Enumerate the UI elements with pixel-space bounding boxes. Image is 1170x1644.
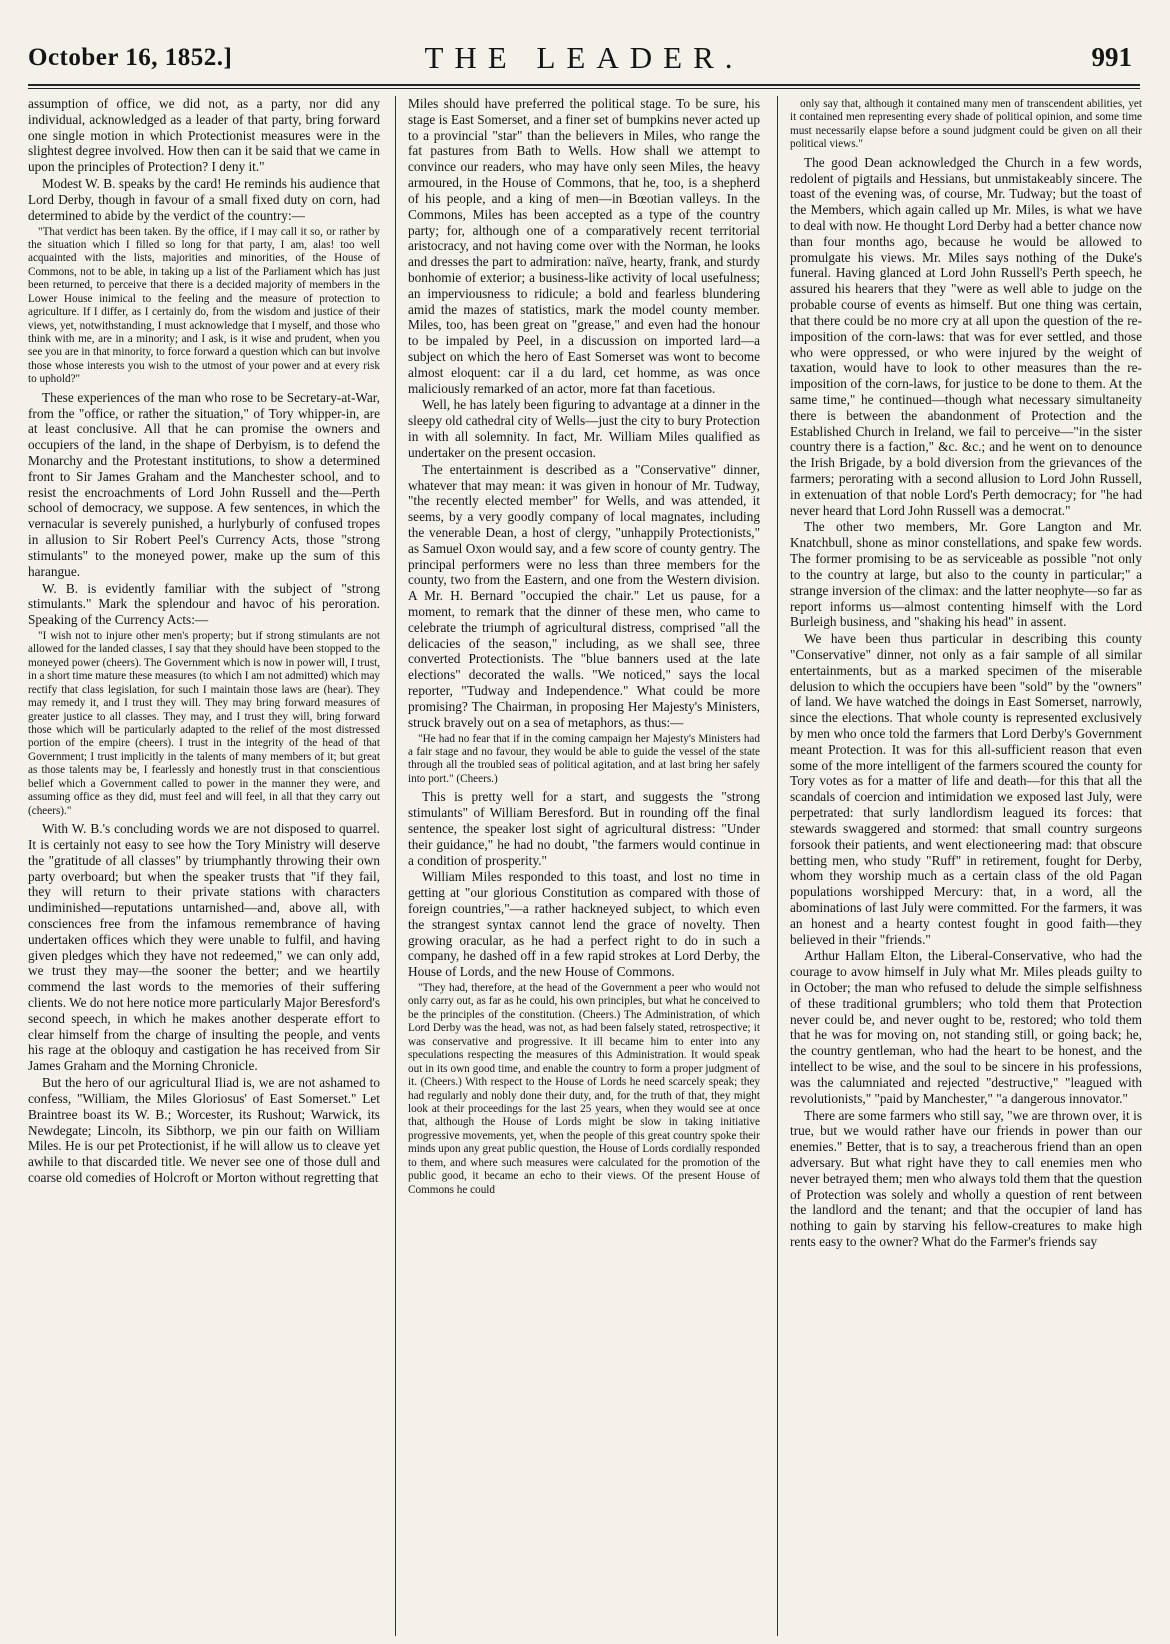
quoted-passage: "He had no fear that if in the coming campaign her Majesty's Ministers had a fair stage and no favour, they would be able to guide the vessel of the state through all the troubled seas of political agitation, and at last bring her safely into port." (Cheers.): [408, 732, 760, 785]
quoted-passage: "That verdict has been taken. By the office, if I may call it so, or rather by the situation which I filled so long for that party, I am, alas! too well acquainted with the lists, majorities and minorities, of the House of Commons, not to be able, in taking up a list of the Parliament which has just been returned, to perceive that there is a decided majority of members in the Lower House inimical to the feeling and the measure of protection to agriculture. If I differ, as I certainly do, from the wisdom and justice of their views, yet, notwithstanding, I must acknowledge that I myself, and those who think with me, are in a minority; and I ask, is it wise and prudent, when you see you are in that minority, to force forward a question which can but involve those whose interests you wish to the utmost of your power and at every risk to uphold?": [28, 225, 380, 386]
quoted-passage: "I wish not to injure other men's property; but if strong stimulants are not allowed for the landed classes, I say that they should have been stopped to the moneyed power (cheers). The Government which is now in power will, I trust, in a short time mature these measures (to which I am not admitted) which may rectify that class legislation, for such I maintain those laws are (hear). They may remedy it, and I trust they will. They may bring forward measures of greater justice to all classes. They may, and I trust they will, bring forward those which will be particularly adapted to the relief of the most distressed portion of the empire (cheers). I trust in the integrity of the head of that Government; I trust implicitly in the talents of many members of it; but great as those talents may be, I fearlessly and honestly trust in that conscientious belief which a Government called to power in the manner they were, and assuming office as they did, must feel and will feel, in all that they carry out (cheers).": [28, 629, 380, 817]
article-paragraph: The entertainment is described as a "Conservative" dinner, whatever that may mean: it was given in honour of Mr. Tudway, "the recently elected member" for Wells, and was attended, it seems, by a very goodly company of local magnates, including the venerable Dean, a host of clergy, "unhappily Protectionists," as Samuel Oxon would say, and a few score of county gentry. The principal performers were no less than three members for the county, two from the Eastern, and one from the Western division. A Mr. H. Bernard "occupied the chair." Let us pause, for a moment, to remark that the dinner of these men, who came to celebrate the triumph of agricultural distress, comprised "all the delicacies of the season," including, as we shall see, three converted Protectionists. The "blue banners used at the late elections" decorated the walls. "We noticed," says the local reporter, "Tudway and Independence." What could be more promising? The Chairman, in proposing Her Majesty's Ministers, struck bravely out on a sea of metaphors, as thus:—: [408, 461, 760, 730]
article-paragraph: Miles should have preferred the political stage. To be sure, his stage is East Somerset, and a finer set of bumpkins never acted up to a provincial "star" than the believers in Miles, who range the fat pastures from Bath to Wells. How shall we attempt to convince our readers, who may have only seen Miles, the heavy armoured, in the House of Commons, that he, too, is a shepherd of his people, and a king of men—in Bœotian valleys. In the Commons, Miles has been accepted as a type of the country party; for, although one of a comparatively recent territorial aristocracy, and not having come over with the Norman, he looks and dresses the part to admiration: naïve, hearty, frank, and sturdy bonhomie of exterior; a business-like activity of local usefulness; an imperviousness to ridicule; a bold and fearless blundering amid the mazes of statistics, mark the model county member. Miles, too, has been great on "grease," and even had the honour to be impaled by Peel, in a discussion on imported lard—a subject on which the hero of East Somerset was wont to become almost eloquent: car il a du lard, cet homme, as was once maliciously remarked of an actor, more fat than facetious.: [408, 96, 760, 396]
issue-date: October 16, 1852.]: [28, 44, 233, 71]
article-paragraph: The other two members, Mr. Gore Langton and Mr. Knatchbull, shone as minor constellations, and spake few words. The former promising to be as serviceable as possible "not only to the country at large, but also to the county in particular;" a strange inversion of the climax: and the latter neophyte—so far as report informs us—almost contenting himself with the Lord Burleigh business, and "shaking his head" in assent.: [790, 519, 1142, 630]
quoted-passage: "They had, therefore, at the head of the Government a peer who would not only carry out, as far as he could, his own principles, but what he conceived to be the principles of the constitution. (Cheers.) The Administration, of which Lord Derby was the head, was not, as had been falsely stated, retrospective; it was conservative and progressive. It ill became him to enter into any speculations respecting the measures of this Administration. It would speak out in its own good time, and enable the country to form a proper judgment of it. (Cheers.) With respect to the House of Lords he need scarcely speak; they had regularly and nobly done their duty, and, for the truth of that, they might look at their proceedings for the last 25 years, when they would see at once that, although the House of Lords might be slow in taking initiative progressive movements, yet, when the people of this great country spoke their minds upon any great public question, the House of Lords cordially responded to them, and where such measures were calculated for the promotion of the public good, it became an echo to their views. Of the present House of Commons he could: [408, 982, 760, 1196]
article-paragraph: There are some farmers who still say, "we are thrown over, it is true, but we would rather have our friends in power than our enemies." Better, that is to say, a treacherous friend than an open adversary. But what right have they to call enemies men who never betrayed them; men who always told them that the question of Protection was solely and wholly a question of rent between the landlord and the tenant; and that the occupier of land has nothing to gain by starving his fellow-creatures to make high rents easy to the owner? What do the Farmer's friends say: [790, 1107, 1142, 1249]
column-divider: [777, 96, 778, 1636]
quoted-passage: only say that, although it contained many men of transcendent abilities, yet it contained men representing every shade of political opinion, and some time must necessarily elapse before a sound judgment could be given on all their political views.": [790, 98, 1142, 151]
article-paragraph: The good Dean acknowledged the Church in a few words, redolent of pigtails and Hessians, but unmistakeably sincere. The toast of the evening was, of course, Mr. Tudway; but the toast of the Members, which again called up Mr. Miles, is what we have to deal with now. He thought Lord Derby had a better chance now than four months ago, because he would be allowed to promulgate his views. Mr. Miles says nothing of the Duke's funeral. Having glanced at Lord John Russell's Perth speech, he assured his hearers that they "were as well able to judge on the probable course of events as himself. But one thing was certain, that there could be no more cry at all upon the question of the re-imposition of the corn-laws: that was for ever settled, and those who were oppressed, or who were injured by the weight of taxation, would have to look to other measures than the re-imposition of the corn-laws, for justice to be done to them. At the same time," he continued—though what necessary simultaneity there is between the abandonment of Protection and the Established Church in Ireland, we fail to perceive—"in the sister country there is a faction," &c. &c.; and he went on to denounce the Irish Brigade, by a bold diversion from the grievances of the farmers; perorating with a second allusion to Lord John Russell, in extenuation of that noble Lord's Perth democracy; for "he had never heard that Lord John Russell was a democrat.": [790, 154, 1142, 518]
column-3: [790, 96, 1142, 1636]
article-paragraph: But the hero of our agricultural Iliad is, we are not ashamed to confess, "William, the Miles Gloriosus' of East Somerset." Let Braintree boast its W. B.; Worcester, its Rushout; Warwick, its Newdegate; Lincoln, its Sibthorp, we pin our faith on William Miles. He is our pet Protectionist, if he will allow us to cleave yet awhile to that discarded title. We never see one of those dull and coarse old comedies of Holcroft or Morton without regretting that: [28, 1075, 380, 1185]
article-paragraph: We have been thus particular in describing this county "Conservative" dinner, not only as a fair sample of all similar entertainments, but as a marked specimen of the miserable delusion to which the occupiers have been "sold" by the "owners" of land. We have watched the doings in East Somerset, narrowly, since the elections. That whole county is represented exclusively by men who once told the farmers that Lord Derby's Government meant Protection. It was for this all-sufficient reason that even some of the more intelligent of the farmers scoured the county for Tory votes as for a matter of life and death—for this that all the scandals of coercion and intimidation we exposed last July, were perpetrated: that surly landlordism leagued its forces: that stewards swaggered and stormed: that small country surgeons forsook their patients, and went electioneering mad: that obscure betting men, who study "Ruff" in retirement, fought for Derby, whom they worship much as a certain class of the old Pagan populations worshipped Mercury: that, in a word, all the abominations of last July were committed. For the farmers, it was an honest and a hearty contest fought in good faith—they believed in their "friends.": [790, 631, 1142, 947]
newspaper-title: THE LEADER.: [424, 40, 744, 75]
article-paragraph: These experiences of the man who rose to be Secretary-at-War, from the "office, or rather the situation," of Tory whipper-in, are at least conclusive. All that he can promise the owners and occupiers of the land, in the shape of Derbyism, is to defend the Monarchy and the Protestant institutions, to show a determined front to Sir James Graham and the Manchester school, and to resist the encroachments of Lord John Russell and the—Perth school of democracy, we suppose. A few sentences, in which the vernacular is severely punished, a hurlyburly of confused tropes in allusion to Sir Robert Peel's Currency Acts, those "strong stimulants" to the moneyed power, make up the sum of this harangue.: [28, 389, 380, 579]
page-header: [28, 38, 1140, 74]
header-rule: [28, 84, 1140, 89]
article-paragraph: Well, he has lately been figuring to advantage at a dinner in the sleepy old cathedral city of Wells—just the city to bury Protection in with all solemnity. In fact, Mr. William Miles qualified as undertaker on the present occasion.: [408, 397, 760, 460]
article-paragraph: Arthur Hallam Elton, the Liberal-Conservative, who had the courage to avow himself in July what Mr. Miles pleads guilty to in October; the man who refused to delude the simple selfishness of these traditional grumblers; who told them that Protection never could be, and never ought to be, restored; who told them that he was for moving on, not standing still, or going back; he, the country gentleman, who had the heart to be honest, and the intellect to be wise, and the soul to be sincere in his professions, was the calumniated and rejected "destructive," "leagued with revolutionists," "paid by Manchester," "a dangerous innovator.": [790, 948, 1142, 1106]
article-paragraph: This is pretty well for a start, and suggests the "strong stimulants" of William Beresford. But in rounding off the final sentence, the speaker lost sight of agricultural distress: "Under their guidance," he had no doubt, "the farmers would continue in a condition of prosperity.": [408, 789, 760, 868]
article-paragraph: William Miles responded to this toast, and lost no time in getting at "our glorious Constitution as compared with those of foreign countries,"—a rather hackneyed subject, to which even the strangest syntax cannot lend the grace of novelty. Then growing oracular, as he had a perfect right to do in such a company, he dashed off in a few rapid strokes at Lord Derby, the House of Lords, and the new House of Commons.: [408, 869, 760, 980]
article-paragraph: With W. B.'s concluding words we are not disposed to quarrel. It is certainly not easy to see how the Tory Ministry will deserve the "gratitude of all classes" by triumphantly throwing their own party overboard; but when the speaker trusts that "if they fail, they will return to their private stations with characters undiminished—reputations untarnished—and, above all, with consciences free from the infamous remembrance of having undertaken offices which they were unable to fulfil, and having given pledges which they have not redeemed," we can only add, we trust they may—the sooner the better; and we heartily commend the last words to the memories of their suffering clients. We do not here notice more particularly Major Beresford's second speech, in which he makes another desperate effort to clear himself from the charge of insulting the people, and vents his rage at the obloquy and castigation he has received from Sir James Graham and the Morning Chronicle.: [28, 821, 380, 1074]
article-paragraph: Modest W. B. speaks by the card! He reminds his audience that Lord Derby, though in favour of a small fixed duty on corn, had determined to abide by the verdict of the country:—: [28, 176, 380, 223]
article-paragraph: assumption of office, we did not, as a party, nor did any individual, acknowledged as a leader of that party, bring forward one single motion in which Protectionist measures were in the slightest degree involved. How then can it be said that we came in upon the principles of Protection? I deny it.": [28, 96, 380, 175]
page-number: 991: [1091, 42, 1132, 72]
column-1: [28, 96, 380, 1636]
column-divider: [395, 96, 396, 1636]
column-2: [408, 96, 760, 1636]
article-paragraph: W. B. is evidently familiar with the subject of "strong stimulants." Mark the splendour and havoc of his peroration. Speaking of the Currency Acts:—: [28, 580, 380, 628]
